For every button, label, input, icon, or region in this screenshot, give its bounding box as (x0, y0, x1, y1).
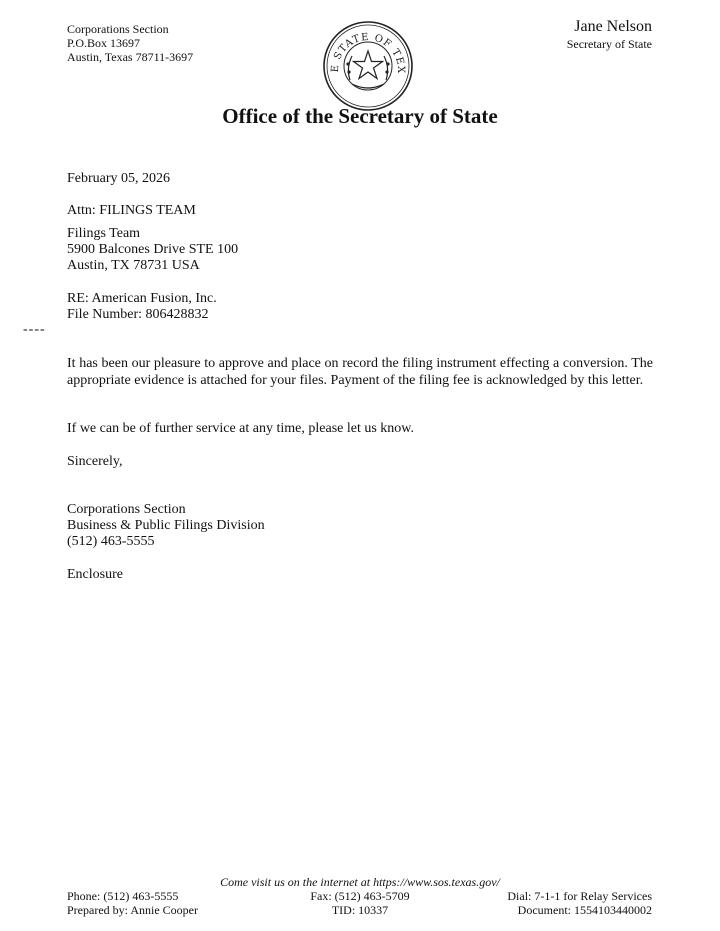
svg-text:THE STATE OF TEXAS: E STATE OF TEX (329, 31, 407, 74)
recipient-line-1: Filings Team (67, 226, 141, 241)
footer-tid: TID: 10337 (331, 903, 389, 917)
sender-line-2: P.O.Box 13697 (67, 36, 141, 50)
enclosure-note: Enclosure (67, 567, 123, 582)
closing: Sincerely, (67, 454, 123, 469)
re-line: RE: American Fusion, Inc. (67, 291, 217, 306)
signature-line-1: Corporations Section (67, 502, 186, 517)
official-name: Jane Nelson (574, 18, 652, 35)
sender-line-3: Austin, Texas 78711-3697 (67, 50, 194, 64)
body-paragraph-2: If we can be of further service at any time, please let us know. (67, 421, 415, 436)
separator-mark: ---- (23, 322, 46, 337)
attention-line: Attn: FILINGS TEAM (67, 203, 196, 218)
signature-line-3: (512) 463-5555 (67, 534, 155, 549)
recipient-line-3: Austin, TX 78731 USA (67, 258, 200, 273)
footer-right (507, 889, 652, 917)
sender-line-1: Corporations Section (67, 22, 169, 36)
sender-address (67, 22, 193, 64)
website-note: Come visit us on the internet at https://www.sos.texas.gov/ (220, 875, 500, 889)
letter-date: February 05, 2026 (67, 171, 171, 186)
recipient-line-2: 5900 Balcones Drive STE 100 (67, 242, 239, 257)
footer-document: Document: 1554103440002 (517, 903, 652, 917)
reference-block (67, 291, 217, 323)
body-paragraph-1: It has been our pleasure to approve and place on record the filing instrument effecting a conversion. The appropriate evidence is attached for your files. Payment of the filing fee is acknowledged by this letter. (67, 356, 653, 388)
recipient-address (67, 226, 238, 274)
texas-state-seal-icon (322, 20, 414, 112)
official-block (567, 18, 652, 51)
file-number: File Number: 806428832 (67, 307, 209, 322)
official-title: Secretary of State (566, 37, 652, 51)
footer-phone: Phone: (512) 463-5555 (67, 889, 179, 903)
footer-dial: Dial: 7-1-1 for Relay Services (507, 889, 652, 903)
footer-prepared-by: Prepared by: Annie Cooper (67, 903, 198, 917)
signature-block (67, 502, 265, 550)
footer-fax: Fax: (512) 463-5709 (310, 889, 410, 903)
page-title: Office of the Secretary of State (222, 104, 498, 128)
signature-line-2: Business & Public Filings Division (67, 518, 265, 533)
